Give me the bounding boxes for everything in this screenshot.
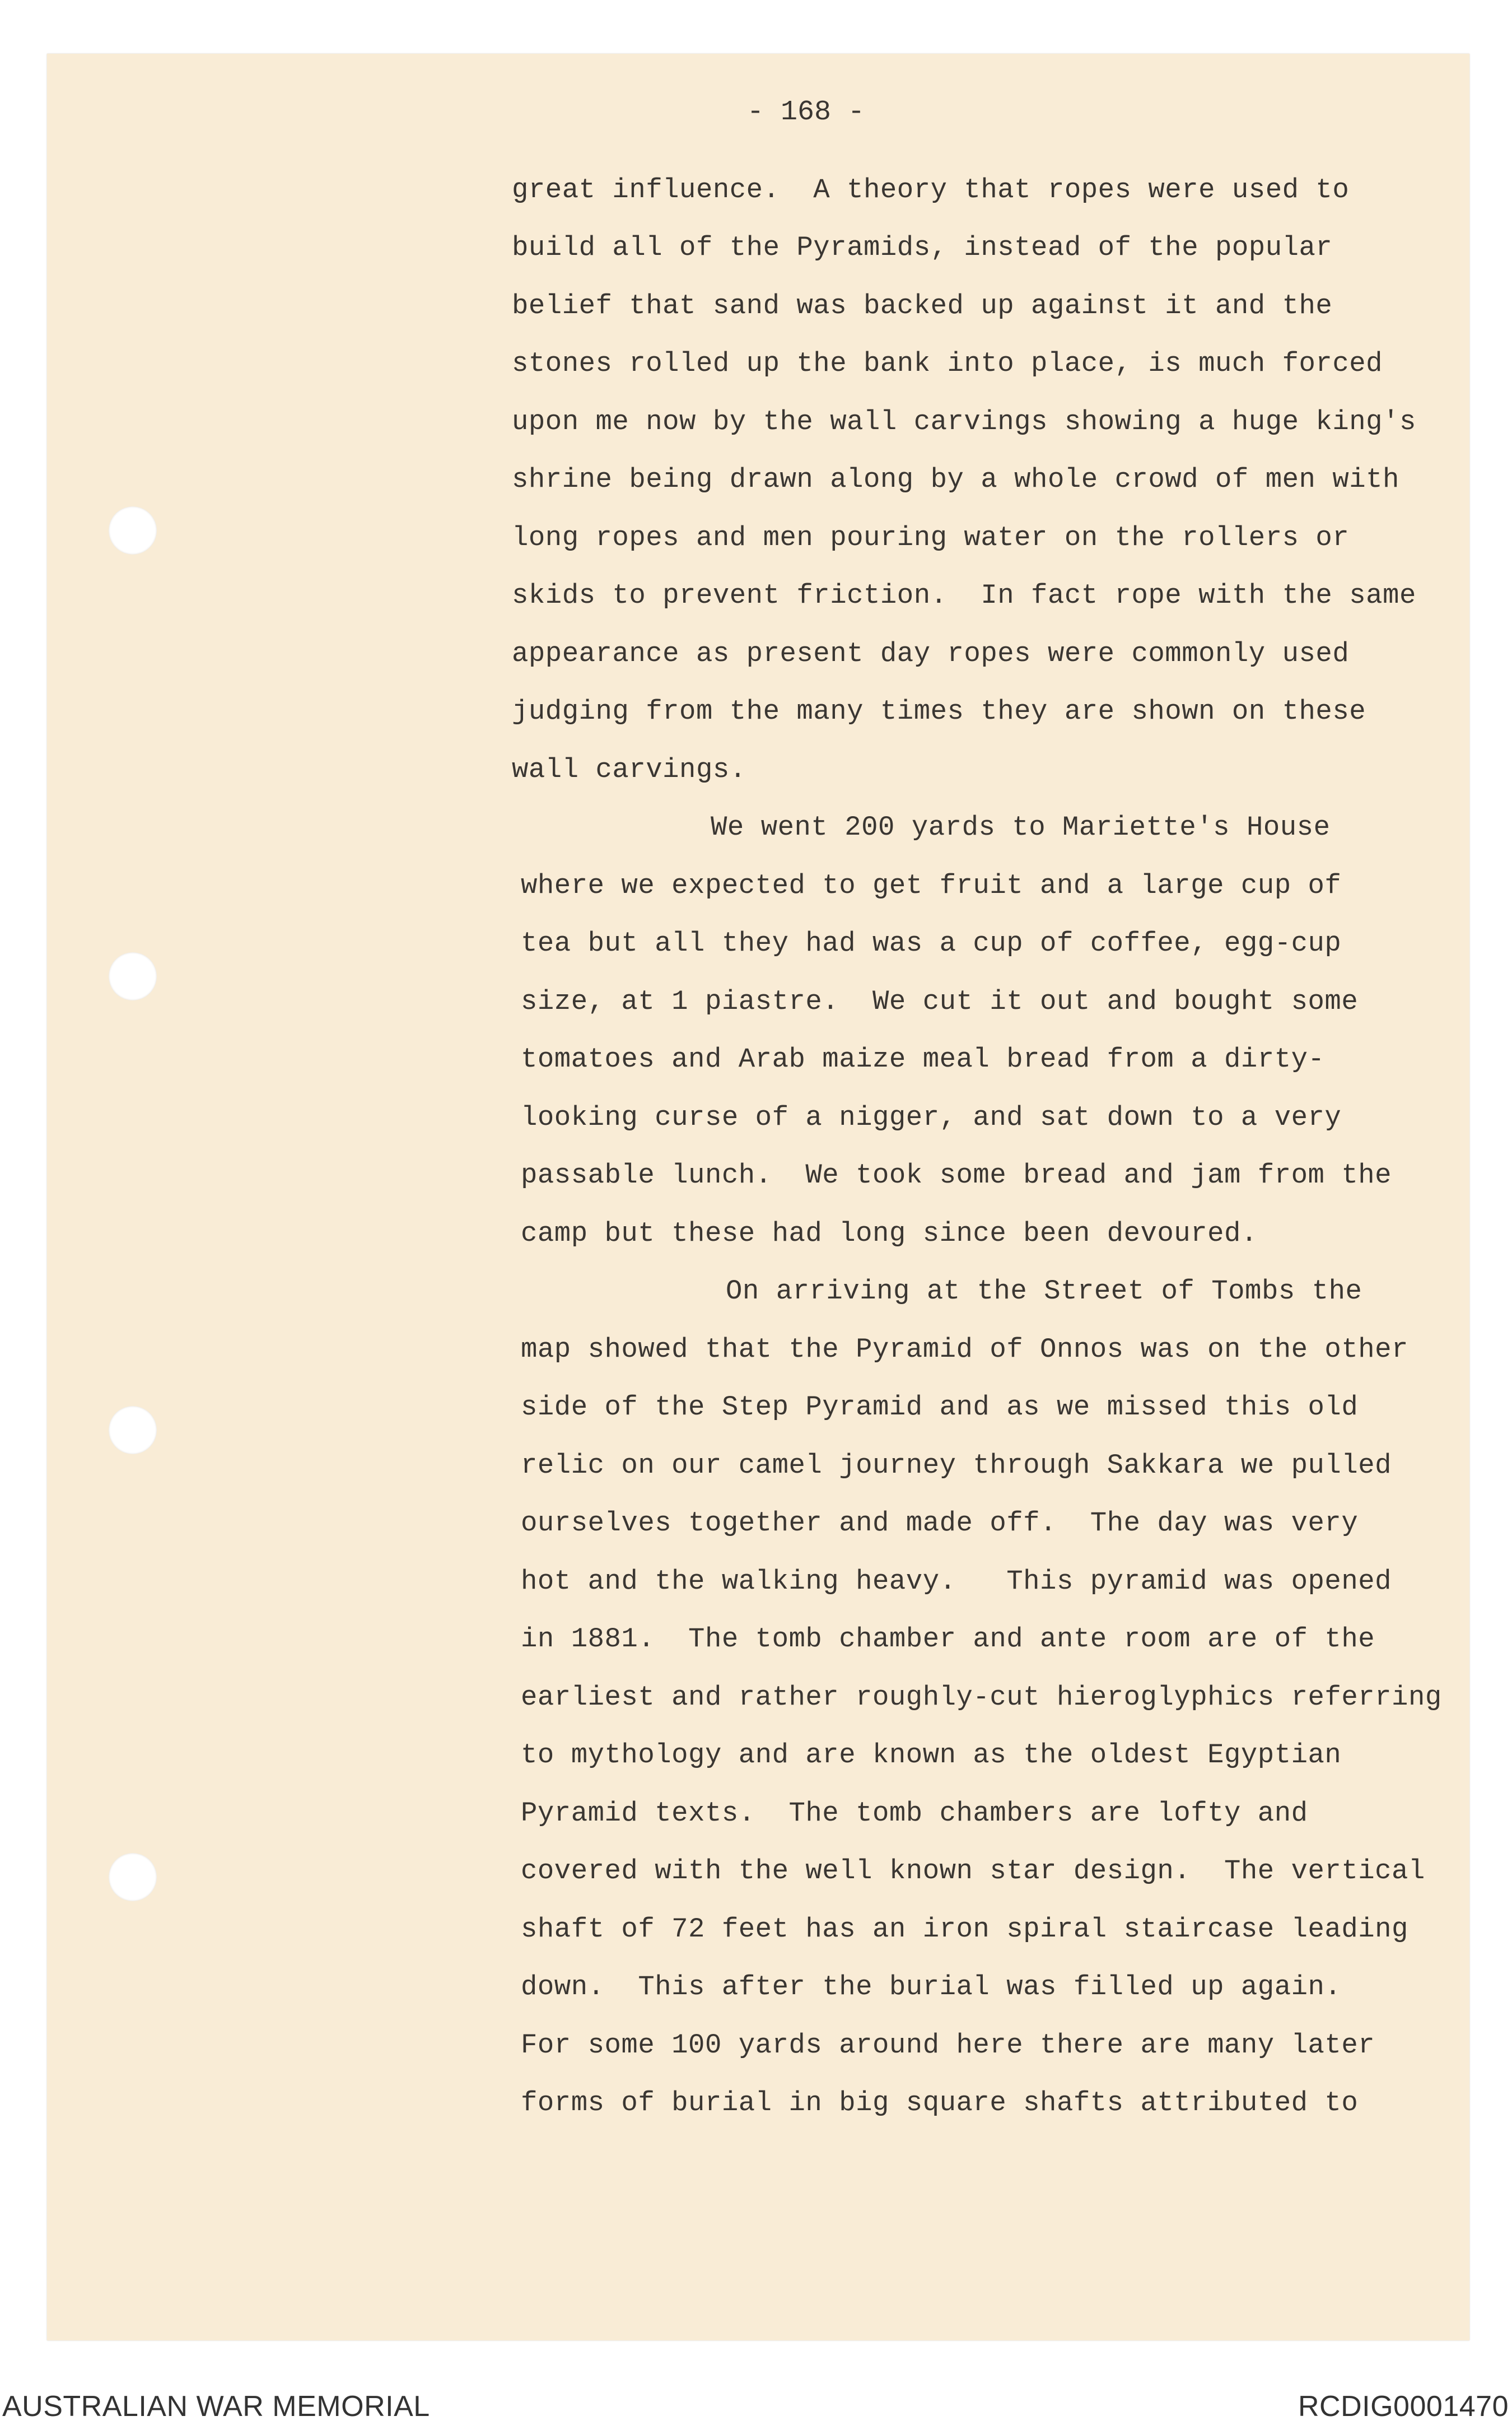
text-line: hot and the walking heavy. This pyramid was opened xyxy=(521,1566,1392,1597)
text-line: covered with the well known star design. The vertical xyxy=(521,1855,1425,1887)
text-line: great influence. A theory that ropes were used to xyxy=(512,174,1350,206)
text-line: where we expected to get fruit and a large cup of xyxy=(521,870,1342,901)
text-line: belief that sand was backed up against it and the xyxy=(512,290,1333,322)
text-line: We went 200 yards to Mariette's House xyxy=(711,812,1331,843)
text-line: tea but all they had was a cup of coffee, egg-cup xyxy=(521,928,1342,959)
document-page xyxy=(47,54,1469,2340)
text-line: For some 100 yards around here there are many later xyxy=(521,2029,1375,2061)
text-line: wall carvings. xyxy=(512,754,746,785)
text-line: passable lunch. We took some bread and jam from the xyxy=(521,1160,1392,1191)
text-line: in 1881. The tomb chamber and ante room are of the xyxy=(521,1623,1375,1655)
text-line: size, at 1 piastre. We cut it out and bought some xyxy=(521,986,1359,1017)
footer-record-id: RCDIG0001470 xyxy=(1298,2390,1509,2423)
typed-text-body xyxy=(47,54,1469,2340)
text-line: earliest and rather roughly-cut hieroglyphics referring xyxy=(521,1682,1442,1713)
text-line: relic on our camel journey through Sakkara we pulled xyxy=(521,1450,1392,1481)
text-line: shaft of 72 feet has an iron spiral staircase leading xyxy=(521,1914,1408,1945)
text-line: long ropes and men pouring water on the rollers or xyxy=(512,522,1350,553)
text-line: appearance as present day ropes were commonly used xyxy=(512,638,1350,669)
text-line: stones rolled up the bank into place, is much forced xyxy=(512,348,1383,379)
text-line: map showed that the Pyramid of Onnos was on the other xyxy=(521,1334,1408,1365)
text-line: upon me now by the wall carvings showing a huge king's xyxy=(512,406,1416,437)
text-line: side of the Step Pyramid and as we missed this old xyxy=(521,1391,1359,1423)
text-line: skids to prevent friction. In fact rope with the same xyxy=(512,580,1416,611)
text-line: to mythology and are known as the oldest Egyptian xyxy=(521,1739,1342,1771)
text-line: forms of burial in big square shafts attributed to xyxy=(521,2087,1359,2119)
text-line: ourselves together and made off. The day was very xyxy=(521,1507,1359,1539)
text-line: tomatoes and Arab maize meal bread from a dirty- xyxy=(521,1044,1325,1075)
text-line: camp but these had long since been devoured. xyxy=(521,1218,1258,1249)
text-line: shrine being drawn along by a whole crowd of men with xyxy=(512,464,1399,495)
page-number: - 168 - xyxy=(747,96,865,128)
text-line: build all of the Pyramids, instead of the popular xyxy=(512,232,1333,263)
text-line: down. This after the burial was filled up again. xyxy=(521,1971,1342,2003)
text-line: judging from the many times they are shown on these xyxy=(512,696,1366,727)
footer-institution: AUSTRALIAN WAR MEMORIAL xyxy=(2,2390,430,2423)
text-line: looking curse of a nigger, and sat down to a very xyxy=(521,1102,1342,1133)
text-line: Pyramid texts. The tomb chambers are lofty and xyxy=(521,1798,1308,1829)
text-line: On arriving at the Street of Tombs the xyxy=(726,1275,1362,1307)
